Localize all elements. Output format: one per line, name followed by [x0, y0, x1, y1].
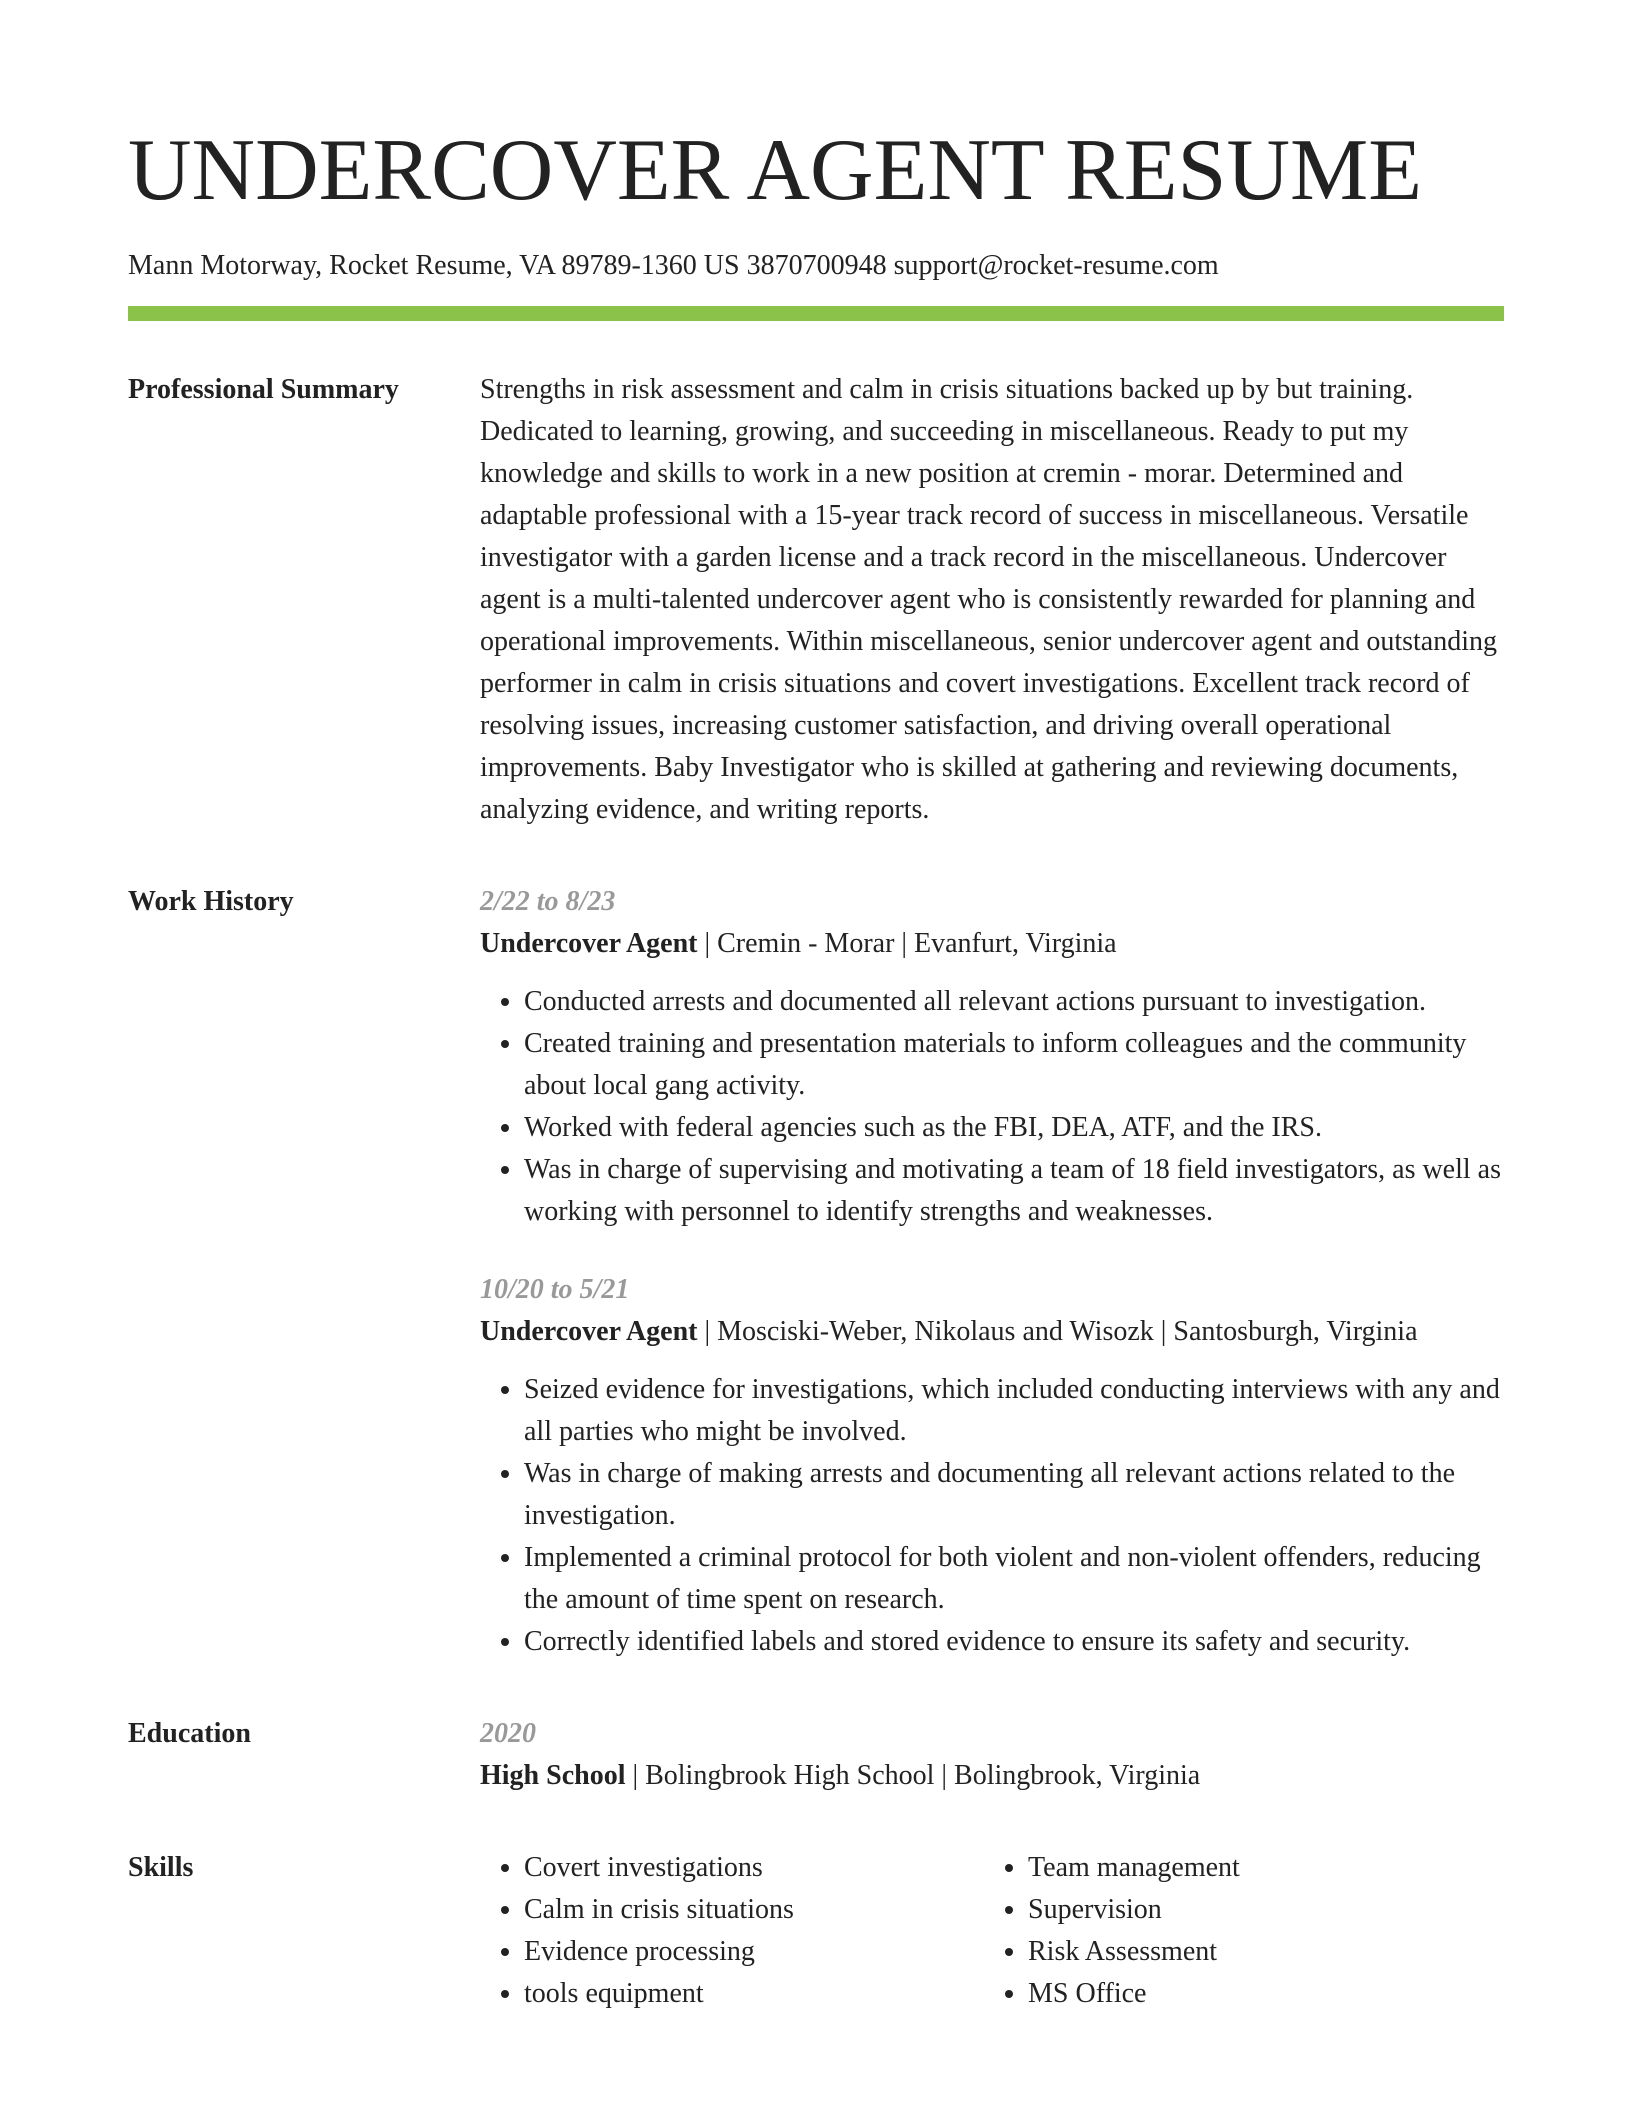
resume-title: UNDERCOVER AGENT RESUME — [128, 122, 1423, 219]
skill-item: • Covert investigations — [524, 1847, 984, 1889]
skills-column-b — [984, 1847, 1240, 2015]
job-bullet: • Created training and presentation materials to inform colleagues and the community about local gang activity. — [524, 1023, 1504, 1107]
job-role-line — [480, 1311, 1504, 1353]
job-bullet: • Was in charge of supervising and motivating a team of 18 field investigators, as well as working with personnel to identify strengths and weaknesses. — [524, 1149, 1504, 1233]
summary-body — [480, 369, 1504, 831]
job-bullets — [480, 981, 1504, 1233]
skill-item: • MS Office — [1028, 1973, 1240, 2015]
skill-item: • tools equipment — [524, 1973, 984, 2015]
job-bullet: • Correctly identified labels and stored evidence to ensure its safety and security. — [524, 1621, 1504, 1663]
summary-section — [128, 369, 1504, 831]
skills-grid — [480, 1847, 1504, 2015]
job-title: Undercover Agent — [480, 1316, 698, 1347]
job-role-line — [480, 923, 1504, 965]
job-bullets — [480, 1369, 1504, 1663]
skills-body — [480, 1847, 1504, 2015]
skill-item: • Calm in crisis situations — [524, 1889, 984, 1931]
job-title: Undercover Agent — [480, 928, 698, 959]
work-history-label: Work History — [128, 886, 294, 917]
job-bullet: • Worked with federal agencies such as the FBI, DEA, ATF, and the IRS. — [524, 1107, 1504, 1149]
skill-item: • Risk Assessment — [1028, 1931, 1240, 1973]
skill-item: • Supervision — [1028, 1889, 1240, 1931]
job-dates: 2/22 to 8/23 — [480, 886, 616, 917]
summary-text: Strengths in risk assessment and calm in crisis situations backed up by but training. Dedicated to learning, growing, and succeeding in miscellaneous. Ready to put my knowledge and skills to work in a new position at cremin - morar. Determined and adaptable professional with a 15-year track record of success in miscellaneous. Versatile investigator with a garden license and a track record in the miscellaneous. Undercover agent is a multi-talented undercover agent who is consistently rewarded for planning and operational improvements. Within miscellaneous, senior undercover agent and outstanding performer in calm in crisis situations and covert investigations. Excellent track record of resolving issues, increasing customer satisfaction, and driving overall operational improvements. Baby Investigator who is skilled at gathering and reviewing documents, analyzing evidence, and writing reports. — [480, 374, 1497, 825]
job-entry — [480, 881, 1504, 1233]
education-degree: High School — [480, 1760, 626, 1791]
job-bullet: • Conducted arrests and documented all relevant actions pursuant to investigation. — [524, 981, 1504, 1023]
skills-column-a — [480, 1847, 984, 2015]
education-label: Education — [128, 1718, 251, 1749]
job-details: | Cremin - Morar | Evanfurt, Virginia — [697, 928, 1117, 959]
skills-section — [128, 1847, 1504, 2015]
education-section — [128, 1713, 1504, 1797]
job-details: | Mosciski-Weber, Nikolaus and Wisozk | Santosburgh, Virginia — [697, 1316, 1418, 1347]
education-details: | Bolingbrook High School | Bolingbrook, Virginia — [625, 1760, 1201, 1791]
job-bullet: • Was in charge of making arrests and documenting all relevant actions related to the investigation. — [524, 1453, 1504, 1537]
skill-item: • Team management — [1028, 1847, 1240, 1889]
skills-label: Skills — [128, 1852, 194, 1883]
work-history-body — [480, 881, 1504, 1663]
education-year: 2020 — [480, 1718, 536, 1749]
education-line — [480, 1755, 1504, 1797]
job-entry — [480, 1269, 1504, 1663]
summary-label: Professional Summary — [128, 374, 399, 405]
job-bullet: • Seized evidence for investigations, which included conducting interviews with any and all parties who might be involved. — [524, 1369, 1504, 1453]
work-history-section — [128, 881, 1504, 1663]
education-body — [480, 1713, 1504, 1797]
job-dates: 10/20 to 5/21 — [480, 1274, 630, 1305]
skill-item: • Evidence processing — [524, 1931, 984, 1973]
accent-divider — [128, 306, 1504, 321]
job-bullet: • Implemented a criminal protocol for both violent and non-violent offenders, reducing the amount of time spent on research. — [524, 1537, 1504, 1621]
contact-line: Mann Motorway, Rocket Resume, VA 89789-1360 US 3870700948 support@rocket-resume.com — [128, 250, 1219, 281]
